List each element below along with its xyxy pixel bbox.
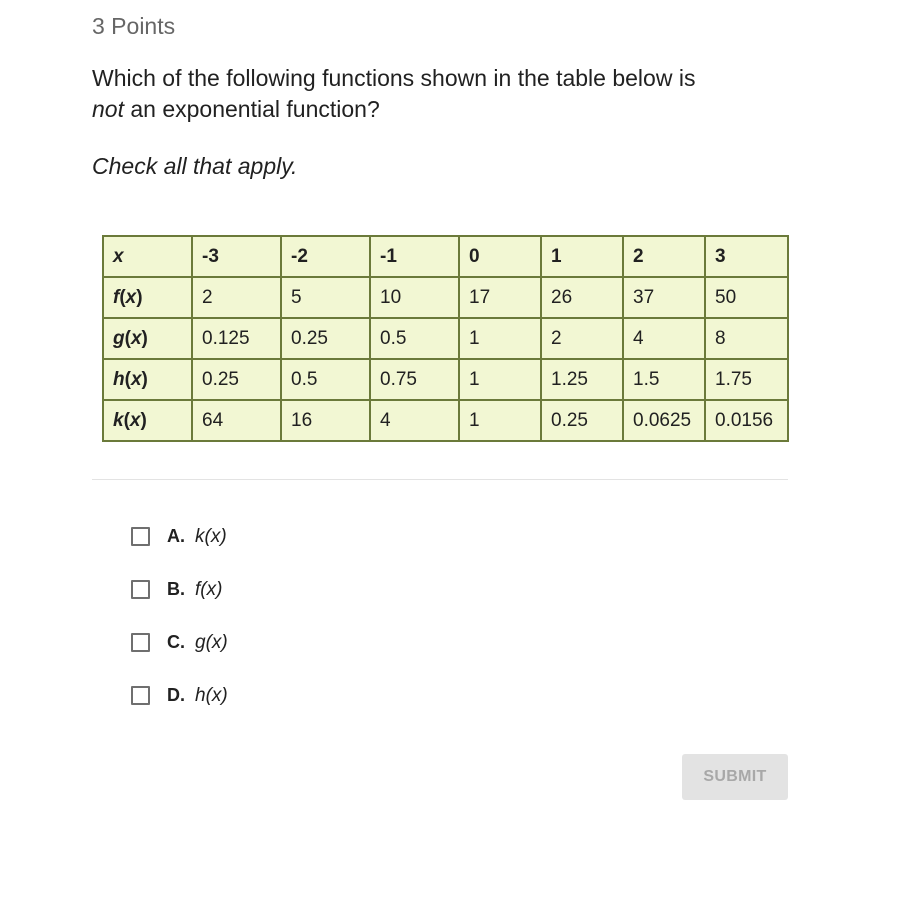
- table-row: [103, 359, 788, 400]
- table-cell: 1: [459, 318, 541, 359]
- table-row: [103, 318, 788, 359]
- table-cell: 0.5: [281, 359, 370, 400]
- instruction-text: Check all that apply.: [92, 153, 298, 179]
- table-cell: 50: [705, 277, 788, 318]
- table-cell: 2: [541, 318, 623, 359]
- table-cell: 5: [281, 277, 370, 318]
- table-cell: 4: [370, 400, 459, 441]
- row-label: h(x): [103, 359, 192, 400]
- table-cell: 0.0625: [623, 400, 705, 441]
- header-cell: 3: [705, 236, 788, 277]
- table-row: [103, 277, 788, 318]
- table-cell: 8: [705, 318, 788, 359]
- table-cell: 0.25: [541, 400, 623, 441]
- table-cell: 0.25: [192, 359, 281, 400]
- table-cell: 0.5: [370, 318, 459, 359]
- header-cell: 0: [459, 236, 541, 277]
- table-cell: 1.5: [623, 359, 705, 400]
- row-label: k(x): [103, 400, 192, 441]
- option-text: f(x): [195, 578, 223, 600]
- header-cell: -3: [192, 236, 281, 277]
- row-label: g(x): [103, 318, 192, 359]
- header-cell: -1: [370, 236, 459, 277]
- row-label: f(x): [103, 277, 192, 318]
- option-letter: D.: [167, 685, 185, 705]
- checkbox-icon[interactable]: [131, 527, 150, 546]
- table-row: [103, 400, 788, 441]
- question-line1: Which of the following functions shown in the table below is: [92, 65, 696, 91]
- table-cell: 26: [541, 277, 623, 318]
- option-text: k(x): [195, 525, 227, 547]
- checkbox-icon[interactable]: [131, 580, 150, 599]
- option-b[interactable]: [131, 563, 228, 616]
- header-cell: -2: [281, 236, 370, 277]
- table-cell: 64: [192, 400, 281, 441]
- table-cell: 17: [459, 277, 541, 318]
- table-cell: 4: [623, 318, 705, 359]
- header-cell: 2: [623, 236, 705, 277]
- submit-button[interactable]: SUBMIT: [682, 754, 788, 800]
- table-cell: 1: [459, 359, 541, 400]
- table-cell: 0.125: [192, 318, 281, 359]
- option-letter: C.: [167, 632, 185, 652]
- table-cell: 2: [192, 277, 281, 318]
- option-letter: A.: [167, 526, 185, 546]
- option-c[interactable]: [131, 616, 228, 669]
- table-cell: 16: [281, 400, 370, 441]
- table-cell: 0.0156: [705, 400, 788, 441]
- question-text: [92, 63, 792, 125]
- header-cell: 1: [541, 236, 623, 277]
- table-cell: 10: [370, 277, 459, 318]
- table-cell: 1.25: [541, 359, 623, 400]
- divider: [92, 479, 788, 480]
- points-label: 3 Points: [92, 13, 176, 39]
- option-text: g(x): [195, 631, 228, 653]
- table-header-row: [103, 236, 788, 277]
- function-table: [102, 235, 789, 442]
- question-emphasis: not: [92, 96, 124, 122]
- option-a[interactable]: [131, 510, 228, 563]
- option-text: h(x): [195, 684, 228, 706]
- table-cell: 37: [623, 277, 705, 318]
- option-letter: B.: [167, 579, 185, 599]
- header-cell: x: [103, 236, 192, 277]
- checkbox-icon[interactable]: [131, 686, 150, 705]
- answer-options: [131, 510, 228, 722]
- checkbox-icon[interactable]: [131, 633, 150, 652]
- table-cell: 0.75: [370, 359, 459, 400]
- table-cell: 1: [459, 400, 541, 441]
- question-line2: an exponential function?: [123, 96, 380, 122]
- table-cell: 0.25: [281, 318, 370, 359]
- option-d[interactable]: [131, 669, 228, 722]
- table-cell: 1.75: [705, 359, 788, 400]
